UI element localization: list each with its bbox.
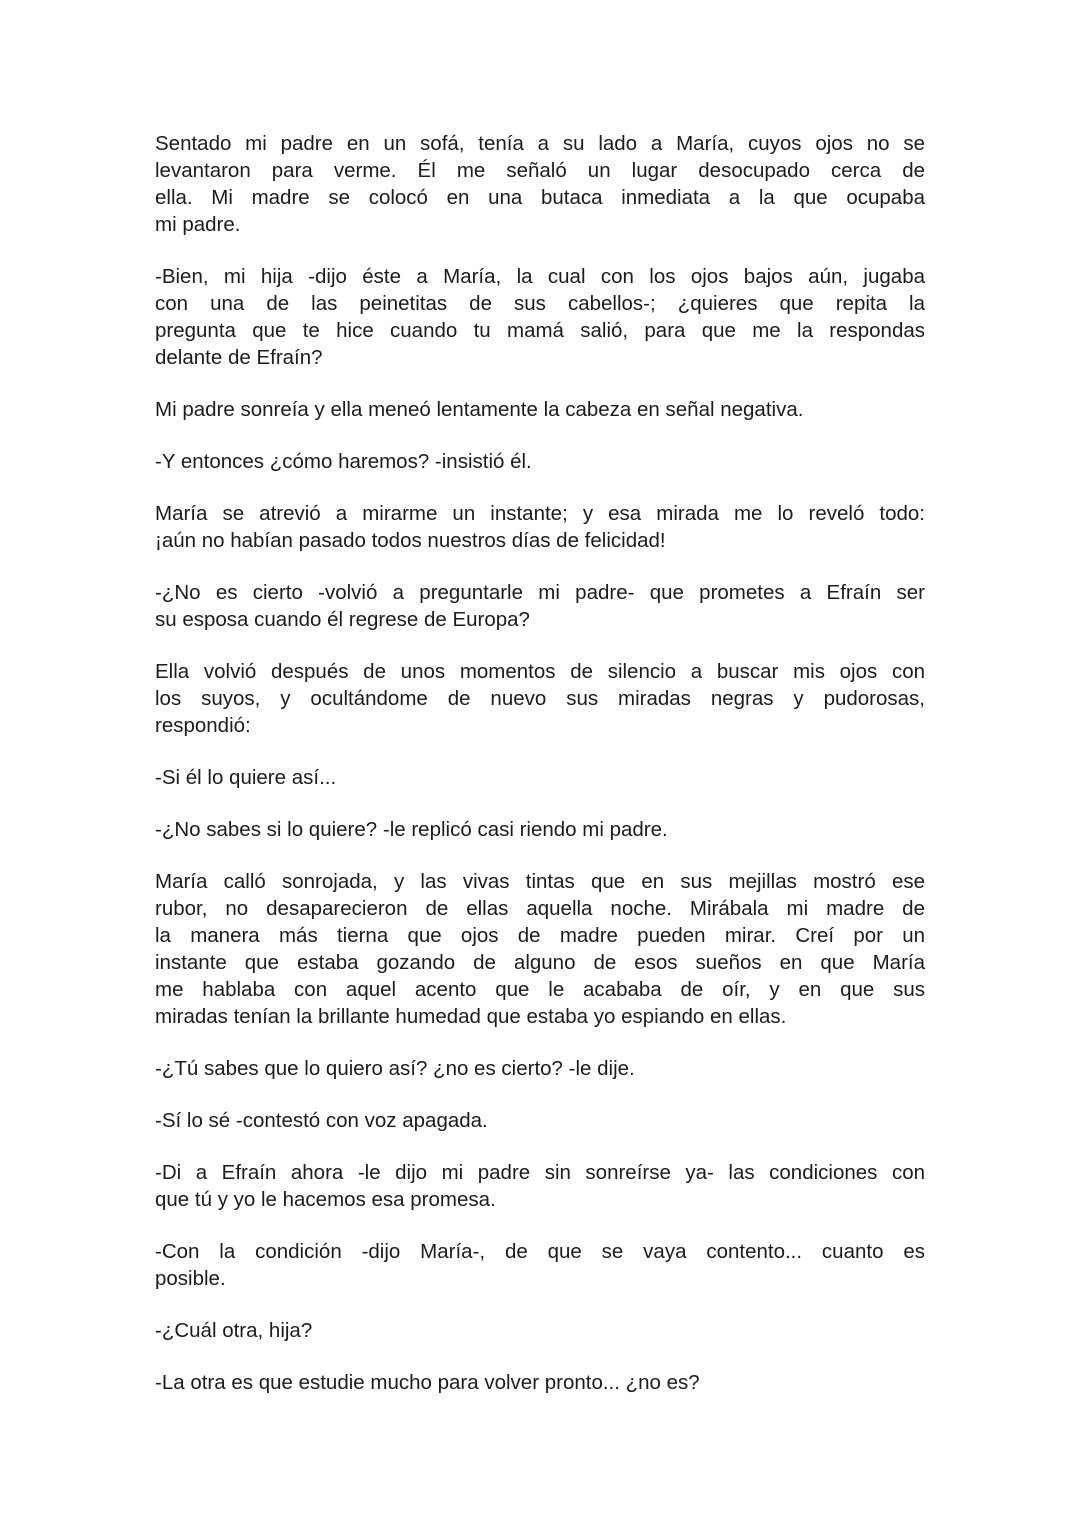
text-line: María calló sonrojada, y las vivas tintas que en sus mejillas mostró ese bbox=[155, 870, 925, 893]
text-line: -Sí lo sé -contestó con voz apagada. bbox=[155, 1109, 488, 1132]
paragraph bbox=[155, 1369, 925, 1396]
text-line: -¿Tú sabes que lo quiero así? ¿no es cierto? -le dije. bbox=[155, 1057, 635, 1080]
paragraph bbox=[155, 1055, 925, 1082]
text-line: la manera más tierna que ojos de madre pueden mirar. Creí por un bbox=[155, 924, 925, 947]
text-line: -¿No es cierto -volvió a preguntarle mi padre- que prometes a Efraín ser bbox=[155, 581, 925, 604]
paragraph bbox=[155, 1107, 925, 1134]
text-line: delante de Efraín? bbox=[155, 346, 323, 369]
paragraph bbox=[155, 448, 925, 475]
text-line: -Y entonces ¿cómo haremos? -insistió él. bbox=[155, 450, 532, 473]
text-line: rubor, no desaparecieron de ellas aquella noche. Mirábala mi madre de bbox=[155, 897, 925, 920]
text-line: María se atrevió a mirarme un instante; y esa mirada me lo reveló todo: bbox=[155, 502, 925, 525]
text-line: -Di a Efraín ahora -le dijo mi padre sin sonreírse ya- las condiciones con bbox=[155, 1161, 925, 1184]
text-line: miradas tenían la brillante humedad que estaba yo espiando en ellas. bbox=[155, 1005, 787, 1028]
paragraph bbox=[155, 1317, 925, 1344]
text-line: pregunta que te hice cuando tu mamá salió, para que me la respondas bbox=[155, 319, 925, 342]
paragraph bbox=[155, 868, 925, 1030]
text-line: Ella volvió después de unos momentos de silencio a buscar mis ojos con bbox=[155, 660, 925, 683]
text-line: levantaron para verme. Él me señaló un lugar desocupado cerca de bbox=[155, 159, 925, 182]
text-line: mi padre. bbox=[155, 213, 241, 236]
paragraph bbox=[155, 816, 925, 843]
paragraph bbox=[155, 1159, 925, 1213]
text-line: -¿Cuál otra, hija? bbox=[155, 1319, 313, 1342]
text-line: instante que estaba gozando de alguno de esos sueños en que María bbox=[155, 951, 925, 974]
paragraph bbox=[155, 263, 925, 371]
text-line: Sentado mi padre en un sofá, tenía a su lado a María, cuyos ojos no se bbox=[155, 132, 925, 155]
text-line: -Con la condición -dijo María-, de que se vaya contento... cuanto es bbox=[155, 1240, 925, 1263]
paragraph bbox=[155, 658, 925, 739]
text-line: -Si él lo quiere así... bbox=[155, 766, 337, 789]
paragraph bbox=[155, 1238, 925, 1292]
text-line: ella. Mi madre se colocó en una butaca inmediata a la que ocupaba bbox=[155, 186, 925, 209]
text-line: -Bien, mi hija -dijo éste a María, la cual con los ojos bajos aún, jugaba bbox=[155, 265, 925, 288]
text-line: Mi padre sonreía y ella meneó lentamente la cabeza en señal negativa. bbox=[155, 398, 804, 421]
text-line: me hablaba con aquel acento que le acababa de oír, y en que sus bbox=[155, 978, 925, 1001]
text-line: con una de las peinetitas de sus cabellos-; ¿quieres que repita la bbox=[155, 292, 925, 315]
text-line: posible. bbox=[155, 1267, 226, 1290]
paragraph bbox=[155, 396, 925, 423]
text-line: -¿No sabes si lo quiere? -le replicó casi riendo mi padre. bbox=[155, 818, 668, 841]
paragraph bbox=[155, 764, 925, 791]
text-line: respondió: bbox=[155, 714, 251, 737]
document-page bbox=[155, 130, 925, 1421]
paragraph bbox=[155, 500, 925, 554]
text-line: su esposa cuando él regrese de Europa? bbox=[155, 608, 530, 631]
paragraph bbox=[155, 579, 925, 633]
paragraph bbox=[155, 130, 925, 238]
text-line: que tú y yo le hacemos esa promesa. bbox=[155, 1188, 496, 1211]
text-line: -La otra es que estudie mucho para volver pronto... ¿no es? bbox=[155, 1371, 700, 1394]
text-line: los suyos, y ocultándome de nuevo sus miradas negras y pudorosas, bbox=[155, 687, 925, 710]
text-line: ¡aún no habían pasado todos nuestros días de felicidad! bbox=[155, 529, 666, 552]
